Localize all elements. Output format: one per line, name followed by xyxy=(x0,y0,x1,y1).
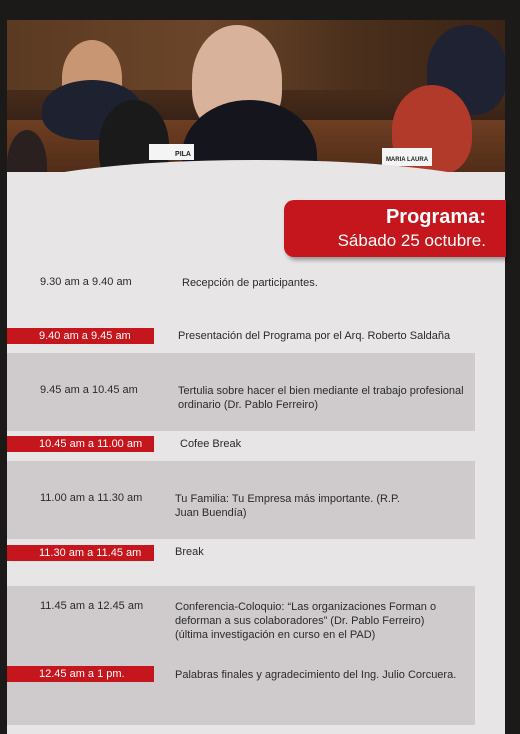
schedule-description: Tu Familia: Tu Empresa más importante. (R.P. Juan Buendía) xyxy=(175,493,400,519)
schedule-time: 10.45 am a 11.00 am xyxy=(39,438,143,450)
schedule-time-highlight xyxy=(7,328,154,344)
program-banner xyxy=(284,200,506,257)
schedule-time: 9.45 am a 10.45 am xyxy=(40,384,138,396)
schedule-time: 9.30 am a 9.40 am xyxy=(40,276,132,288)
schedule-description: Recepción de participantes. xyxy=(182,277,318,289)
schedule-time-highlight xyxy=(7,666,154,682)
schedule-time: 9.40 am a 9.45 am xyxy=(39,330,131,342)
program-title: Programa: xyxy=(385,206,486,228)
schedule-description: Conferencia-Coloquio: “Las organizaciones Forman o deforman a sus colaboradores” (Dr. Pablo Ferreiro) (última investigación en curso en el PAD) xyxy=(175,601,437,641)
schedule-time-highlight xyxy=(7,436,154,452)
name-badge: MARIA LAURA xyxy=(382,148,432,166)
schedule-time: 11.30 am a 11.45 am xyxy=(39,547,142,559)
schedule-description: Cofee Break xyxy=(180,438,242,450)
program-date: Sábado 25 octubre. xyxy=(337,231,486,250)
schedule-description: Break xyxy=(175,546,204,558)
schedule-description: Palabras finales y agradecimiento del Ing. Julio Corcuera. xyxy=(175,669,457,681)
schedule-description: Presentación del Programa por el Arq. Roberto Saldaña xyxy=(178,330,451,342)
schedule-time-highlight xyxy=(7,545,154,561)
schedule-time: 11.00 am a 11.30 am xyxy=(40,492,143,504)
schedule-description: Tertulia sobre hacer el bien mediante el trabajo profesional ordinario (Dr. Pablo Ferreiro) xyxy=(178,385,464,411)
schedule-time: 11.45 am a 12.45 am xyxy=(40,600,144,612)
name-badge: PILA xyxy=(149,144,194,160)
schedule-time: 12.45 am a 1 pm. xyxy=(39,668,125,680)
